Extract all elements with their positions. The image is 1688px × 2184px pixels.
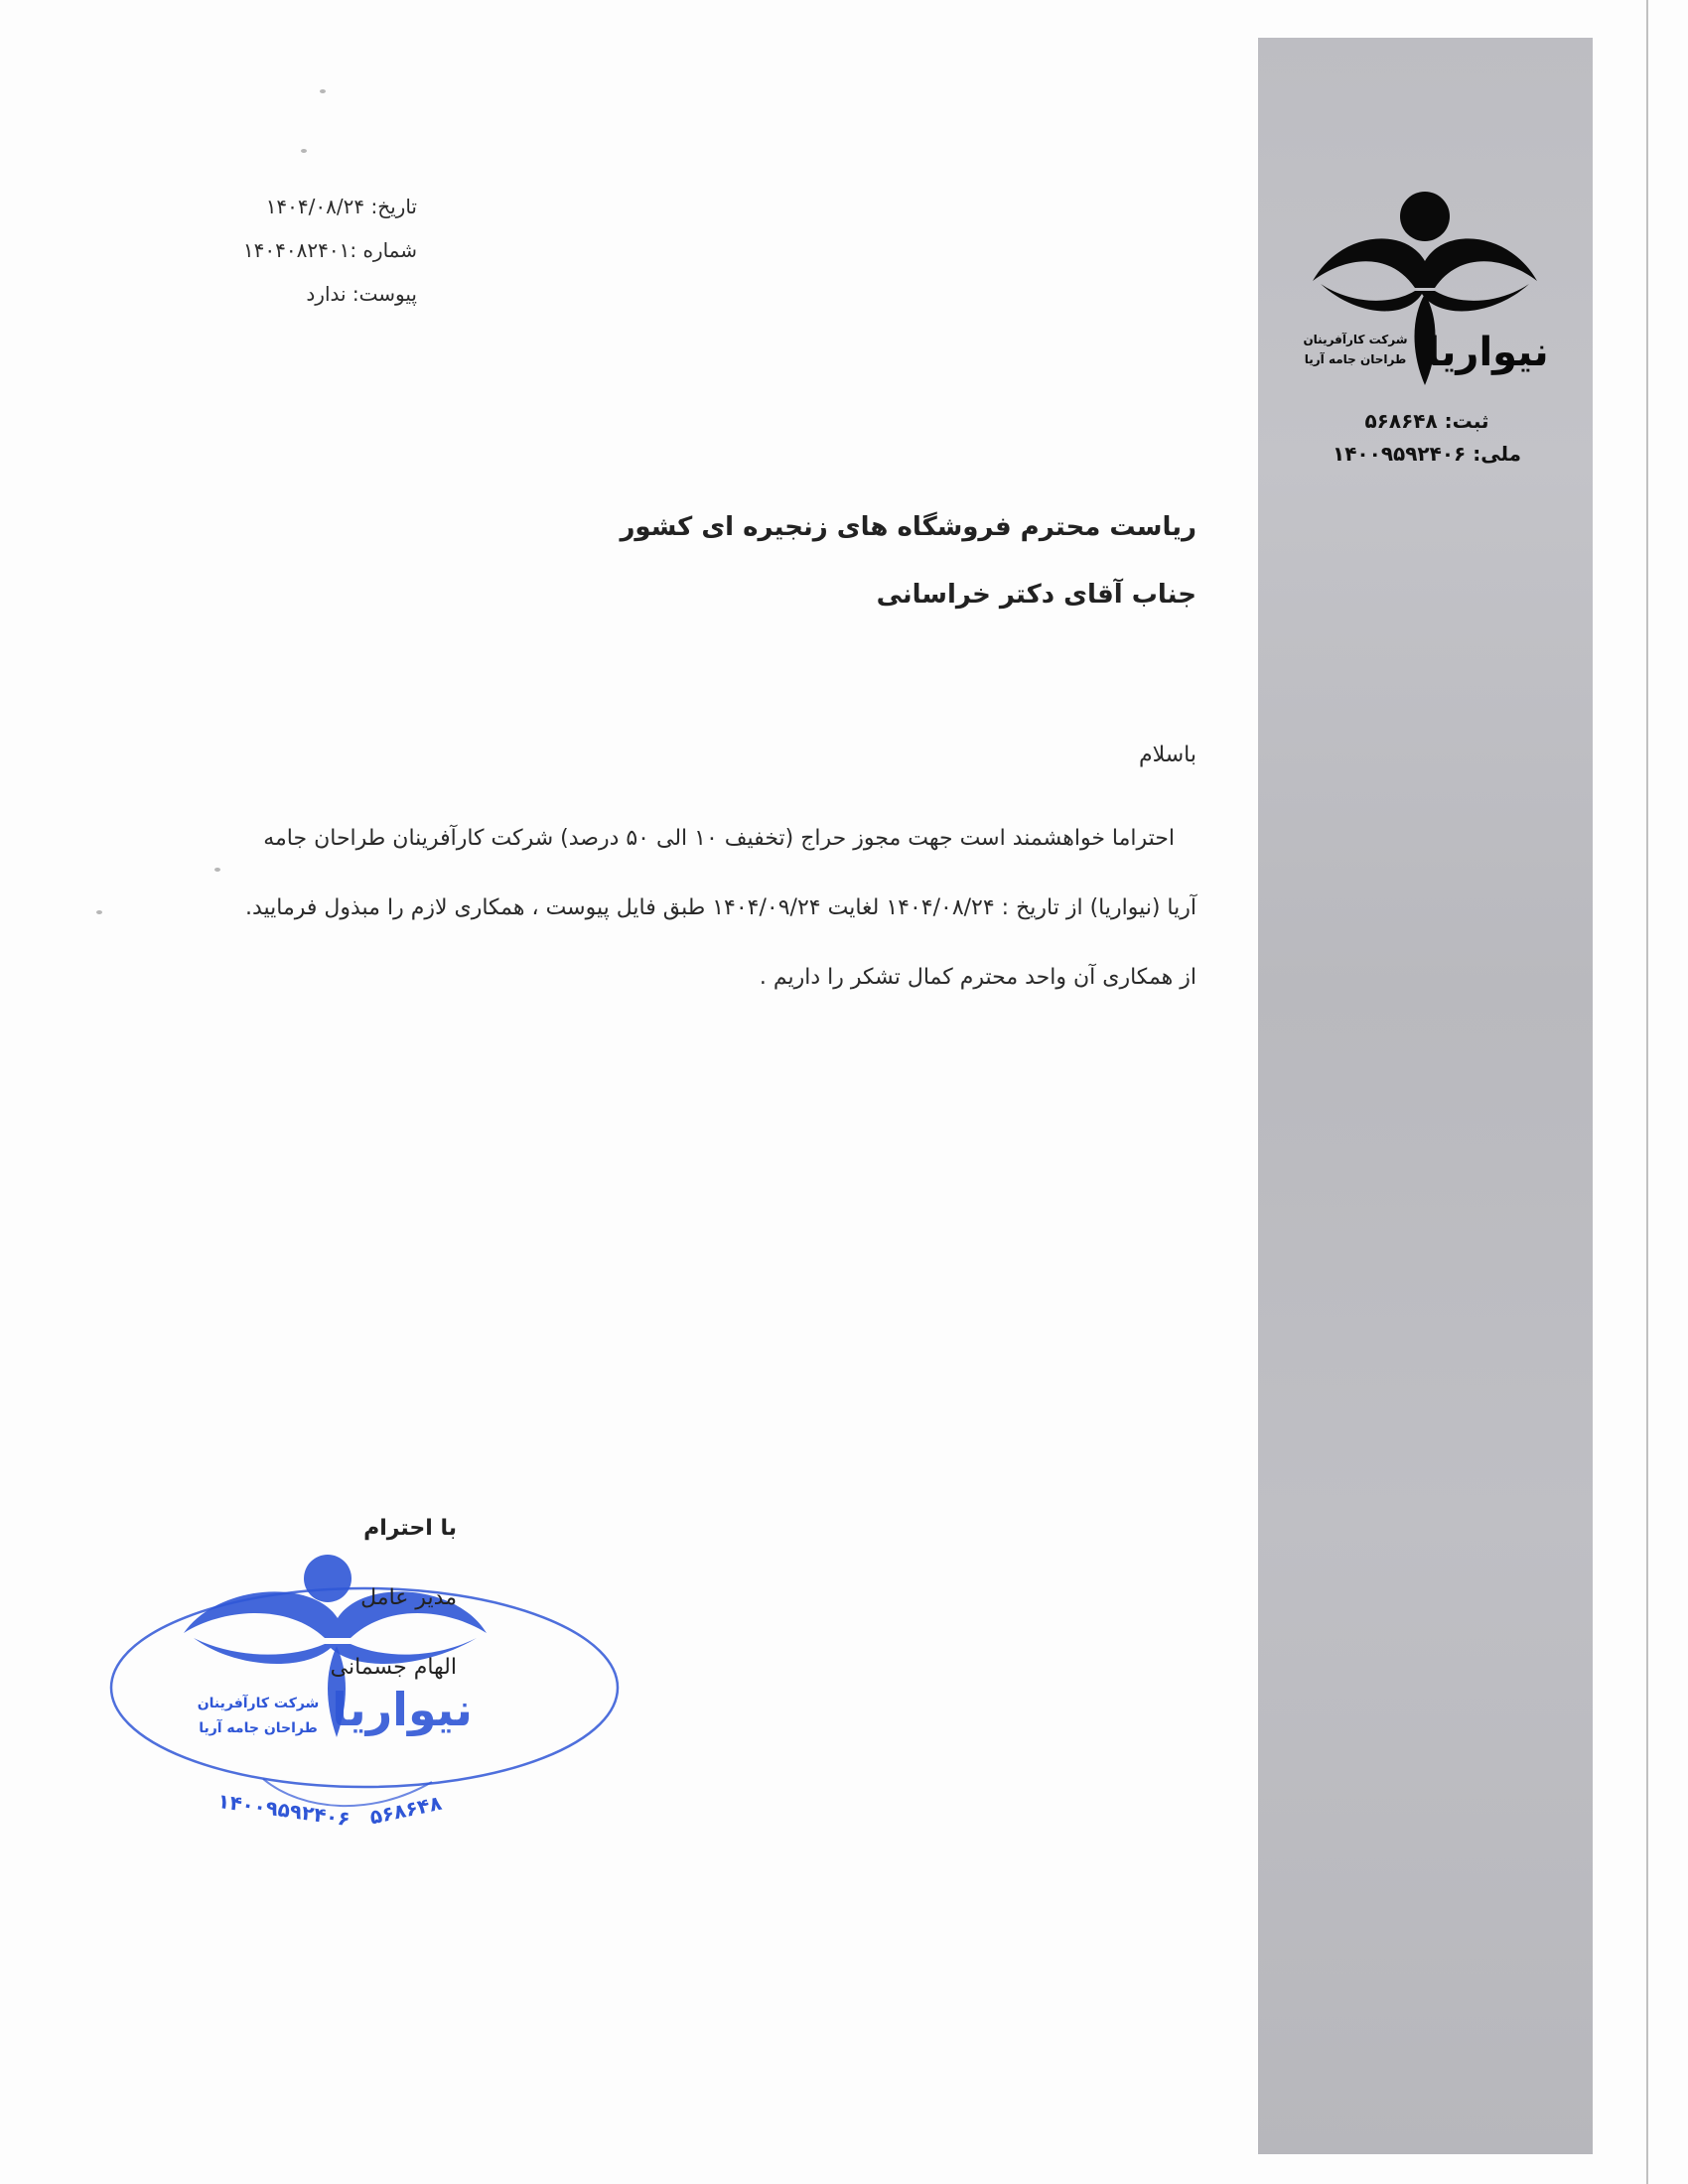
letter-date: تاریخ: ۱۴۰۴/۰۸/۲۴ [265, 195, 417, 218]
recipient-title: ریاست محترم فروشگاه های زنجیره ای کشور [620, 512, 1196, 542]
letter-body [179, 804, 1196, 1013]
svg-text:نیواریا: نیواریا [332, 1683, 473, 1736]
scan-speck [96, 910, 102, 914]
scan-edge-line [1646, 0, 1648, 2184]
salutation: باسلام [1138, 743, 1196, 767]
letter-number: شماره :۱۴۰۴۰۸۲۴۰۱ [242, 238, 417, 262]
company-logo [1301, 177, 1549, 395]
letterhead-side-band [1258, 38, 1593, 2154]
signature-closing: با احترام [363, 1516, 457, 1541]
svg-text:۱۴۰۰۹۵۹۲۴۰۶: ۱۴۰۰۹۵۹۲۴۰۶ [215, 1788, 352, 1832]
company-registration [1298, 405, 1556, 471]
svg-text:طراحان جامه آریا: طراحان جامه آریا [1304, 352, 1407, 366]
scan-speck [214, 868, 220, 872]
body-line-1: احتراما خواهشمند است جهت مجوز حراج (تخفیف ۱۰ الی ۵۰ درصد) شرکت کارآفرینان طراحان جامه [263, 826, 1175, 851]
scan-speck [320, 89, 326, 93]
signature-block [258, 1494, 457, 1703]
svg-text:طراحان جامه آریا: طراحان جامه آریا [199, 1720, 318, 1736]
body-line-2: آریا (نیواریا) از تاریخ : ۱۴۰۴/۰۸/۲۴ لغایت ۱۴۰۴/۰۹/۲۴ طبق فایل پیوست ، همکاری لازم را مبذول فرمایید. [244, 895, 1196, 920]
registration-number: ثبت: ۵۶۸۶۴۸ [1364, 409, 1489, 433]
svg-text:شرکت کارآفرینان: شرکت کارآفرینان [1303, 333, 1408, 346]
signature-title: مدیر عامل [360, 1585, 457, 1610]
letter-meta [189, 185, 417, 316]
svg-text:نیواریا: نیواریا [1426, 330, 1549, 375]
svg-text:شرکت کارآفرینان: شرکت کارآفرینان [197, 1696, 320, 1711]
svg-text:۵۶۸۶۴۸: ۵۶۸۶۴۸ [367, 1790, 444, 1830]
national-id: ملی: ۱۴۰۰۹۵۹۲۴۰۶ [1332, 442, 1522, 466]
recipient-block [417, 512, 1196, 610]
signature-name: الهام جسمانی [330, 1655, 457, 1680]
letter-attachment: پیوست: ندارد [306, 282, 417, 306]
company-logo-icon [1301, 177, 1549, 395]
recipient-name: جناب آقای دکتر خراسانی [876, 580, 1196, 610]
body-line-3: از همکاری آن واحد محترم کمال تشکر را داریم . [759, 965, 1196, 990]
scan-speck [301, 149, 307, 153]
